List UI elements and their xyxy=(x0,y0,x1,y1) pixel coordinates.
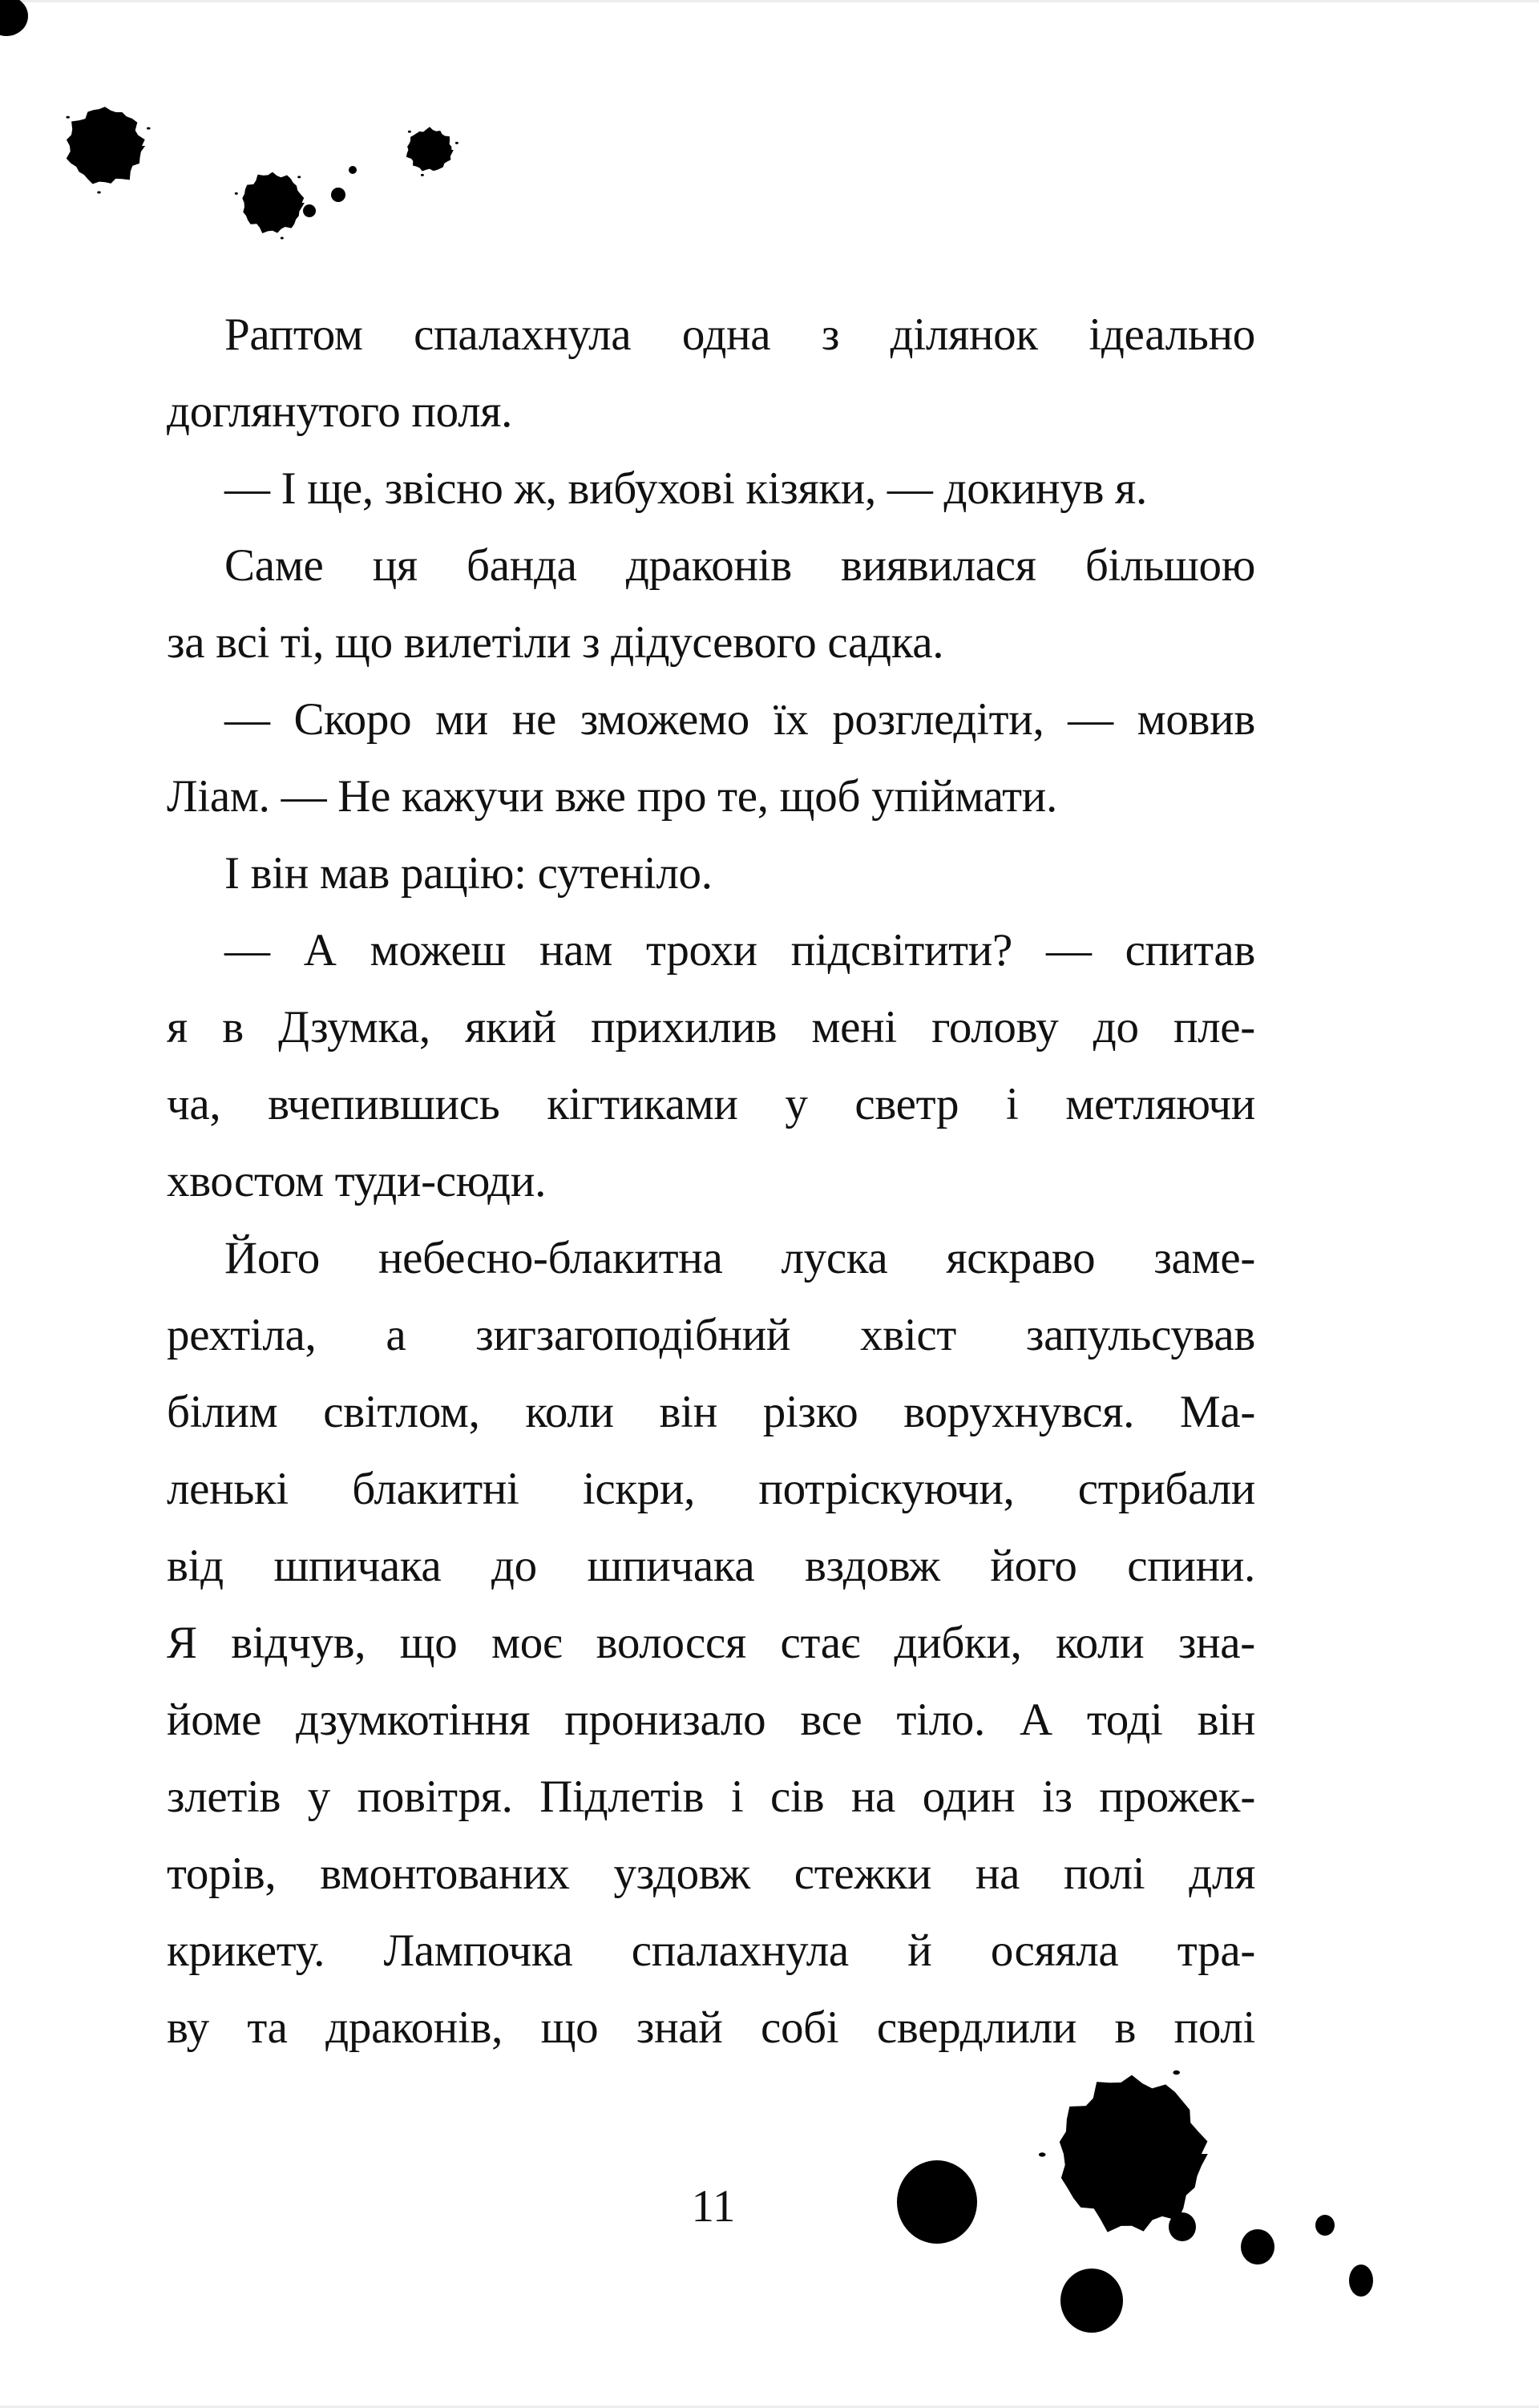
ink-splatter-top-medium-icon xyxy=(235,172,305,240)
text-line xyxy=(167,1759,1255,1836)
text-line xyxy=(167,681,1255,758)
text-line-content: торів, вмонтованих уздовж стежки на полі для xyxy=(167,1848,1255,1899)
text-line-content: Його небесно-блакитна луска яскраво заме- xyxy=(224,1233,1255,1283)
text-line xyxy=(167,374,1255,450)
ink-splatter-top-left-corner-icon xyxy=(0,0,28,36)
text-line xyxy=(167,1682,1255,1759)
text-line xyxy=(167,1990,1255,2067)
text-line-content: — А можеш нам трохи підсвітити? — спитав xyxy=(224,925,1255,976)
ink-drop-bottom-5-icon xyxy=(1349,2265,1373,2297)
ink-drop-bottom-3-icon xyxy=(1315,2215,1335,2236)
text-line-content: ленькі блакитні іскри, потріскуючи, стрибали xyxy=(167,1464,1255,1514)
text-line xyxy=(167,450,1255,527)
text-line-content: я в Дзумка, який прихилив мені голову до пле- xyxy=(167,1002,1255,1052)
text-line xyxy=(167,758,1255,835)
ink-splatter-top-large-icon xyxy=(66,107,150,193)
ink-drop-bottom-2-icon xyxy=(1241,2229,1274,2265)
text-line xyxy=(167,1143,1255,1220)
text-line-content: за всі ті, що вилетіли з дідусевого садка. xyxy=(167,617,944,668)
text-line xyxy=(167,1913,1255,1990)
book-page-text xyxy=(167,297,1255,2067)
text-line-content: ву та драконів, що знай собі свердлили в полі xyxy=(167,2002,1255,2053)
ink-splatter-bottom-large-icon xyxy=(1039,2071,1208,2236)
text-line xyxy=(167,912,1255,989)
text-line-content: білим світлом, коли він різко ворухнувся. Ма- xyxy=(167,1387,1255,1437)
text-line xyxy=(167,1605,1255,1682)
text-line-content: Раптом спалахнула одна з ділянок ідеально xyxy=(224,309,1255,360)
ink-splatter-top-right-icon xyxy=(406,127,458,176)
ink-drop-bottom-1-icon xyxy=(1169,2212,1196,2241)
page-top-edge xyxy=(0,0,1539,2)
text-line xyxy=(167,1528,1255,1605)
ink-drop-top-1-icon xyxy=(303,204,316,217)
text-line xyxy=(167,1374,1255,1451)
text-line xyxy=(167,989,1255,1066)
text-line-content: злетів у повітря. Підлетів і сів на один із прожек- xyxy=(167,1772,1255,1822)
text-line-content: ча, вчепившись кігтиками у светр і метляючи xyxy=(167,1079,1255,1129)
text-line xyxy=(167,604,1255,681)
text-line-content: — Скоро ми не зможемо їх розгледіти, — мовив xyxy=(224,694,1255,745)
ink-drop-top-3-icon xyxy=(349,166,357,174)
text-line xyxy=(167,1297,1255,1374)
ink-drop-bottom-4-icon xyxy=(1060,2269,1123,2333)
ink-splatter-bottom-left-icon xyxy=(897,2160,977,2244)
page-number: 11 xyxy=(691,2181,736,2232)
text-line-content: від шпичака до шпичака вздовж його спини. xyxy=(167,1541,1255,1591)
text-line-content: І він мав рацію: сутеніло. xyxy=(224,848,713,899)
text-line xyxy=(167,835,1255,912)
text-line-content: крикету. Лампочка спалахнула й осяяла тра- xyxy=(167,1925,1255,1976)
text-line xyxy=(167,1220,1255,1297)
text-line-content: Саме ця банда драконів виявилася більшою xyxy=(224,540,1255,591)
text-line xyxy=(167,1451,1255,1528)
text-line xyxy=(167,1836,1255,1913)
text-line-content: хвостом туди-сюди. xyxy=(167,1156,547,1206)
text-line-content: рехтіла, а зигзагоподібний хвіст запульсував xyxy=(167,1310,1255,1360)
text-line-content: йоме дзумкотіння пронизало все тіло. А тоді він xyxy=(167,1695,1255,1745)
text-line-content: — І ще, звісно ж, вибухові кізяки, — докинув я. xyxy=(224,463,1147,514)
text-line-content: доглянутого поля. xyxy=(167,386,513,437)
text-line xyxy=(167,527,1255,604)
text-line-content: Я відчув, що моє волосся стає дибки, коли зна- xyxy=(167,1618,1255,1668)
text-line xyxy=(167,1066,1255,1143)
text-line xyxy=(167,297,1255,374)
ink-drop-top-2-icon xyxy=(331,188,345,202)
text-line-content: Ліам. — Не кажучи вже про те, щоб упіймати. xyxy=(167,771,1057,822)
